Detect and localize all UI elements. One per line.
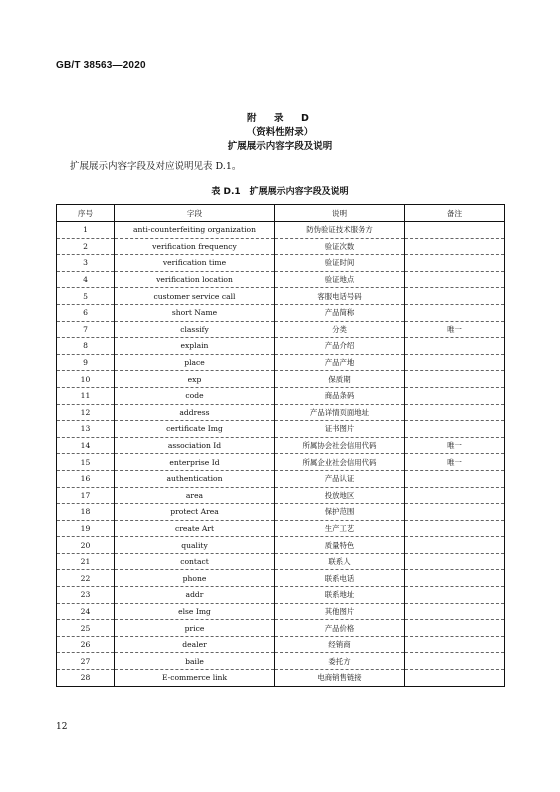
table-row — [57, 404, 505, 421]
table-row — [57, 271, 505, 288]
table-row — [57, 670, 505, 687]
table-row — [57, 437, 505, 454]
table-row — [57, 338, 505, 355]
field-description-cell: 产品认证 — [275, 470, 405, 487]
header-no: 序号 — [57, 205, 115, 222]
field-name-cell: address — [115, 404, 275, 421]
field-description-cell: 保质期 — [275, 371, 405, 388]
row-number-cell: 18 — [57, 504, 115, 521]
row-number-cell: 4 — [57, 271, 115, 288]
table-row — [57, 238, 505, 255]
row-number-cell: 6 — [57, 304, 115, 321]
field-remark-cell — [405, 653, 505, 670]
row-number-cell: 21 — [57, 553, 115, 570]
row-number-cell: 22 — [57, 570, 115, 587]
field-remark-cell — [405, 504, 505, 521]
table-row — [57, 504, 505, 521]
field-name-cell: explain — [115, 338, 275, 355]
field-name-cell: certificate Img — [115, 421, 275, 438]
row-number-cell: 27 — [57, 653, 115, 670]
row-number-cell: 3 — [57, 255, 115, 272]
field-name-cell: place — [115, 354, 275, 371]
table-caption: 表 D.1 扩展展示内容字段及说明 — [211, 187, 349, 197]
table-row — [57, 620, 505, 637]
table-row — [57, 470, 505, 487]
field-description-cell: 生产工艺 — [275, 520, 405, 537]
table-row — [57, 421, 505, 438]
field-description-cell: 联系地址 — [275, 587, 405, 604]
field-description-cell: 产品详情页面地址 — [275, 404, 405, 421]
field-name-cell: code — [115, 387, 275, 404]
row-number-cell: 9 — [57, 354, 115, 371]
row-number-cell: 28 — [57, 670, 115, 687]
row-number-cell: 25 — [57, 620, 115, 637]
field-description-cell: 客服电话号码 — [275, 288, 405, 305]
field-description-cell: 经销商 — [275, 636, 405, 653]
table-row — [57, 304, 505, 321]
field-description-cell: 分类 — [275, 321, 405, 338]
field-remark-cell — [405, 404, 505, 421]
field-remark-cell — [405, 304, 505, 321]
field-description-cell: 产品简称 — [275, 304, 405, 321]
field-name-cell: else Img — [115, 603, 275, 620]
field-description-cell: 联系人 — [275, 553, 405, 570]
field-name-cell: short Name — [115, 304, 275, 321]
row-number-cell: 14 — [57, 437, 115, 454]
field-name-cell: enterprise Id — [115, 454, 275, 471]
field-description-cell: 质量特色 — [275, 537, 405, 554]
field-description-cell: 电商销售链接 — [275, 670, 405, 687]
field-name-cell: create Art — [115, 520, 275, 537]
field-name-cell: contact — [115, 553, 275, 570]
field-name-cell: phone — [115, 570, 275, 587]
standard-code: GB/T 38563—2020 — [56, 60, 146, 71]
field-remark-cell: 唯一 — [405, 321, 505, 338]
table-row — [57, 636, 505, 653]
field-name-cell: quality — [115, 537, 275, 554]
field-description-cell: 委托方 — [275, 653, 405, 670]
header-description: 说明 — [275, 205, 405, 222]
field-remark-cell: 唯一 — [405, 437, 505, 454]
field-description-cell: 防伪验证技术服务方 — [275, 222, 405, 239]
table-row — [57, 255, 505, 272]
field-description-cell: 所属协会社会信用代码 — [275, 437, 405, 454]
field-description-cell: 验证地点 — [275, 271, 405, 288]
row-number-cell: 20 — [57, 537, 115, 554]
field-description-cell: 产品产地 — [275, 354, 405, 371]
field-description-cell: 产品价格 — [275, 620, 405, 637]
row-number-cell: 23 — [57, 587, 115, 604]
table-row — [57, 653, 505, 670]
table-row — [57, 487, 505, 504]
field-remark-cell — [405, 520, 505, 537]
table-row — [57, 354, 505, 371]
table-row — [57, 371, 505, 388]
row-number-cell: 19 — [57, 520, 115, 537]
appendix-title: 扩展展示内容字段及说明 — [227, 141, 333, 152]
table-row — [57, 520, 505, 537]
field-description-cell: 投放地区 — [275, 487, 405, 504]
field-description-cell: 证书图片 — [275, 421, 405, 438]
row-number-cell: 2 — [57, 238, 115, 255]
field-remark-cell — [405, 570, 505, 587]
row-number-cell: 1 — [57, 222, 115, 239]
table-row — [57, 321, 505, 338]
field-name-cell: verification time — [115, 255, 275, 272]
table-body — [57, 222, 505, 687]
field-description-cell: 验证时间 — [275, 255, 405, 272]
table-row — [57, 387, 505, 404]
field-name-cell: E-commerce link — [115, 670, 275, 687]
row-number-cell: 5 — [57, 288, 115, 305]
field-remark-cell — [405, 421, 505, 438]
field-remark-cell — [405, 537, 505, 554]
page-number: 12 — [56, 722, 68, 732]
field-name-cell: classify — [115, 321, 275, 338]
field-name-cell: dealer — [115, 636, 275, 653]
header-remark: 备注 — [405, 205, 505, 222]
fields-table — [56, 204, 505, 687]
table-row — [57, 570, 505, 587]
field-name-cell: price — [115, 620, 275, 637]
table-row — [57, 537, 505, 554]
field-description-cell: 联系电话 — [275, 570, 405, 587]
row-number-cell: 7 — [57, 321, 115, 338]
field-name-cell: area — [115, 487, 275, 504]
field-remark-cell — [405, 255, 505, 272]
field-description-cell: 产品介绍 — [275, 338, 405, 355]
field-description-cell: 保护范围 — [275, 504, 405, 521]
table-row — [57, 222, 505, 239]
field-remark-cell — [405, 603, 505, 620]
field-description-cell: 其他图片 — [275, 603, 405, 620]
field-name-cell: association Id — [115, 437, 275, 454]
field-description-cell: 验证次数 — [275, 238, 405, 255]
field-remark-cell — [405, 354, 505, 371]
field-remark-cell — [405, 636, 505, 653]
table-row — [57, 603, 505, 620]
field-remark-cell — [405, 470, 505, 487]
row-number-cell: 12 — [57, 404, 115, 421]
table-row — [57, 288, 505, 305]
field-name-cell: authentication — [115, 470, 275, 487]
field-remark-cell — [405, 487, 505, 504]
field-name-cell: customer service call — [115, 288, 275, 305]
field-remark-cell — [405, 587, 505, 604]
row-number-cell: 8 — [57, 338, 115, 355]
field-remark-cell — [405, 222, 505, 239]
row-number-cell: 17 — [57, 487, 115, 504]
field-remark-cell — [405, 670, 505, 687]
field-description-cell: 商品条码 — [275, 387, 405, 404]
field-remark-cell — [405, 338, 505, 355]
field-name-cell: anti-counterfeiting organization — [115, 222, 275, 239]
table-row — [57, 587, 505, 604]
header-field: 字段 — [115, 205, 275, 222]
field-remark-cell — [405, 271, 505, 288]
intro-paragraph: 扩展展示内容字段及对应说明见表 D.1。 — [70, 161, 242, 172]
field-remark-cell — [405, 553, 505, 570]
table-header-row — [57, 205, 505, 222]
field-remark-cell: 唯一 — [405, 454, 505, 471]
field-description-cell: 所属企业社会信用代码 — [275, 454, 405, 471]
field-name-cell: verification location — [115, 271, 275, 288]
field-name-cell: verification frequency — [115, 238, 275, 255]
row-number-cell: 10 — [57, 371, 115, 388]
field-name-cell: exp — [115, 371, 275, 388]
row-number-cell: 13 — [57, 421, 115, 438]
field-remark-cell — [405, 371, 505, 388]
field-remark-cell — [405, 288, 505, 305]
table-row — [57, 454, 505, 471]
field-name-cell: protect Area — [115, 504, 275, 521]
field-name-cell: baile — [115, 653, 275, 670]
field-name-cell: addr — [115, 587, 275, 604]
table-row — [57, 553, 505, 570]
field-remark-cell — [405, 387, 505, 404]
row-number-cell: 15 — [57, 454, 115, 471]
field-remark-cell — [405, 238, 505, 255]
row-number-cell: 26 — [57, 636, 115, 653]
row-number-cell: 16 — [57, 470, 115, 487]
appendix-label: 附 录 D — [247, 113, 313, 124]
row-number-cell: 24 — [57, 603, 115, 620]
field-remark-cell — [405, 620, 505, 637]
appendix-type: （资料性附录） — [246, 127, 314, 138]
row-number-cell: 11 — [57, 387, 115, 404]
